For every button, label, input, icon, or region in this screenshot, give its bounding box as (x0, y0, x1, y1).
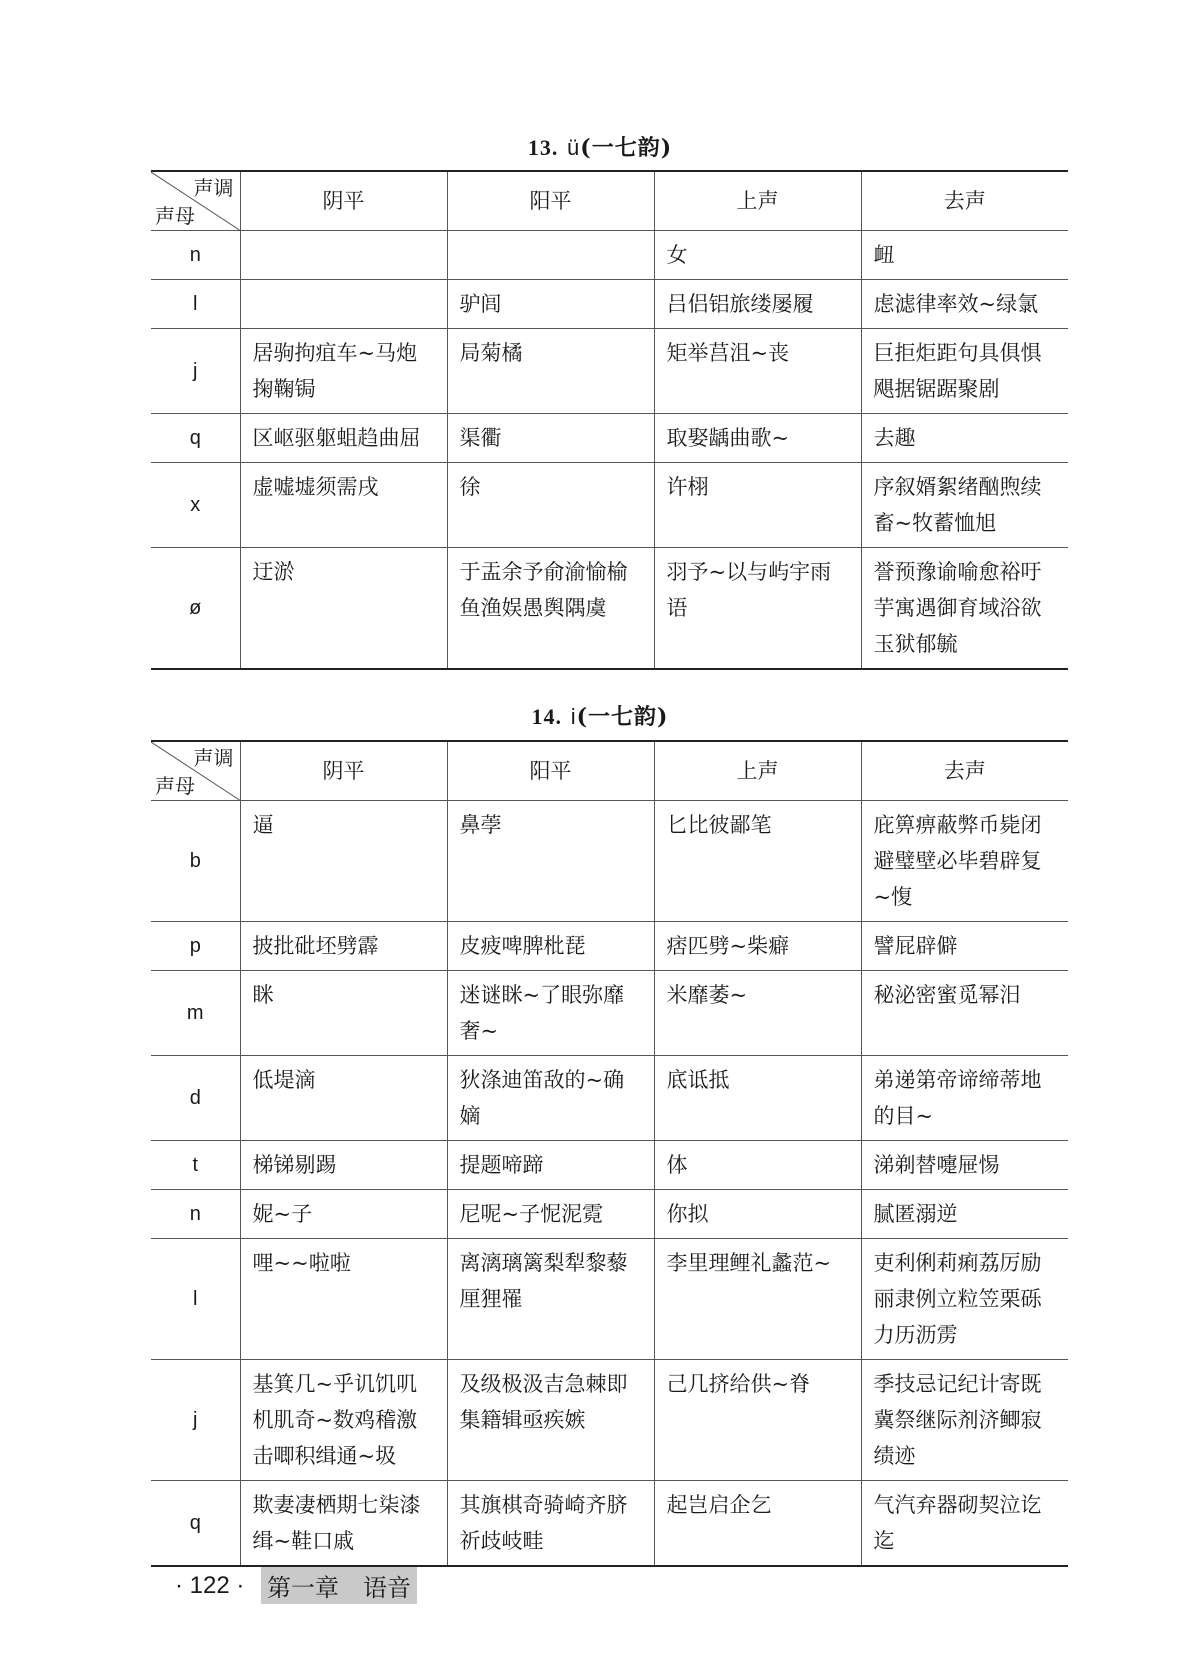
char-cell: 涕剃替嚏屉惕 (861, 1141, 1068, 1190)
char-cell: 哩~~啦啦 (240, 1239, 447, 1360)
initial-cell: m (151, 971, 240, 1056)
initial-cell: q (151, 1481, 240, 1567)
char-cell: 起岂启企乞 (654, 1481, 861, 1567)
char-cell: 于盂余予俞渝愉榆鱼渔娱愚舆隅虞 (447, 548, 654, 670)
column-header: 上声 (654, 741, 861, 801)
char-cell: 许栩 (654, 463, 861, 548)
table-row (151, 1141, 1068, 1190)
page-footer (175, 1567, 417, 1604)
initial-cell: b (151, 801, 240, 922)
initial-cell: ø (151, 548, 240, 670)
char-cell: 披批砒坯劈霹 (240, 922, 447, 971)
table-row (151, 463, 1068, 548)
caption-rhyme: (一七韵) (576, 704, 669, 730)
column-header: 去声 (861, 741, 1068, 801)
char-cell: 秘泌密蜜觅幂汨 (861, 971, 1068, 1056)
table-13-caption (0, 131, 1200, 162)
char-cell: 序叙婿絮绪酗煦续畜~牧蓄恤旭 (861, 463, 1068, 548)
char-cell: 底诋抵 (654, 1056, 861, 1141)
char-cell: 离漓璃篱梨犁黎藜厘狸罹 (447, 1239, 654, 1360)
corner-initial-label: 声母 (155, 774, 195, 798)
char-cell: 逼 (240, 801, 447, 922)
initial-cell: q (151, 414, 240, 463)
column-header: 阴平 (240, 741, 447, 801)
caption-number: 13. (527, 135, 559, 160)
table-row (151, 1056, 1068, 1141)
table-row (151, 1239, 1068, 1360)
char-cell: 提题啼蹄 (447, 1141, 654, 1190)
header-corner (151, 171, 240, 231)
char-cell: 基箕几~乎讥饥叽机肌奇~数鸡稽激击唧积缉通~圾 (240, 1360, 447, 1481)
column-header: 去声 (861, 171, 1068, 231)
initial-cell: n (151, 231, 240, 280)
char-cell: 米靡萎~ (654, 971, 861, 1056)
initial-cell: j (151, 329, 240, 414)
char-cell: 李里理鲤礼蠡范~ (654, 1239, 861, 1360)
table-row (151, 414, 1068, 463)
char-cell: 气汽弃器砌契泣讫迄 (861, 1481, 1068, 1567)
caption-rhyme: (一七韵) (580, 135, 673, 161)
char-cell: 渠衢 (447, 414, 654, 463)
char-cell: 驴闾 (447, 280, 654, 329)
char-cell: 皮疲啤脾枇琵 (447, 922, 654, 971)
page-number: · 122 · (175, 1571, 245, 1599)
char-cell: 迂淤 (240, 548, 447, 670)
char-cell (447, 231, 654, 280)
char-cell: 庇箅痹蔽弊币毙闭避璧壁必毕碧辟复~愎 (861, 801, 1068, 922)
char-cell: 取娶龋曲歌~ (654, 414, 861, 463)
chapter-label: 第一章 语音 (261, 1567, 417, 1604)
initial-cell: d (151, 1056, 240, 1141)
table-row (151, 801, 1068, 922)
char-cell: 誉预豫谕喻愈裕吁芋寓遇御育域浴欲玉狱郁毓 (861, 548, 1068, 670)
char-cell: 吕侣铝旅缕屡履 (654, 280, 861, 329)
char-cell: 己几挤给供~脊 (654, 1360, 861, 1481)
header-corner (151, 741, 240, 801)
table-row (151, 1190, 1068, 1239)
initial-cell: x (151, 463, 240, 548)
table-14-caption (0, 700, 1200, 731)
column-header: 阳平 (447, 171, 654, 231)
initial-cell: l (151, 280, 240, 329)
char-cell: 体 (654, 1141, 861, 1190)
char-cell: 及级极汲吉急棘即集籍辑亟疾嫉 (447, 1360, 654, 1481)
char-cell: 居驹拘疽车~马炮掬鞠锔 (240, 329, 447, 414)
table-row (151, 231, 1068, 280)
corner-tone-label: 声调 (193, 746, 234, 770)
char-cell: 去趣 (861, 414, 1068, 463)
column-header: 阴平 (240, 171, 447, 231)
char-cell: 鼻荸 (447, 801, 654, 922)
table-row (151, 329, 1068, 414)
table-14-i-rhyme (151, 740, 1068, 1567)
column-header: 上声 (654, 171, 861, 231)
char-cell: 其旗棋奇骑崎齐脐祈歧岐畦 (447, 1481, 654, 1567)
char-cell: 眯 (240, 971, 447, 1056)
table-13-u-rhyme (151, 170, 1068, 670)
char-cell: 羽予~以与屿宇雨语 (654, 548, 861, 670)
caption-vowel: ü (567, 135, 581, 160)
char-cell: 妮~子 (240, 1190, 447, 1239)
char-cell: 低堤滴 (240, 1056, 447, 1141)
char-cell: 矩举莒沮~丧 (654, 329, 861, 414)
initial-cell: t (151, 1141, 240, 1190)
initial-cell: n (151, 1190, 240, 1239)
char-cell: 巨拒炬距句具俱惧飓据锯踞聚剧 (861, 329, 1068, 414)
char-cell (240, 280, 447, 329)
char-cell: 匕比彼鄙笔 (654, 801, 861, 922)
char-cell: 衄 (861, 231, 1068, 280)
char-cell (240, 231, 447, 280)
table-row (151, 1481, 1068, 1567)
char-cell: 痞匹劈~柴癖 (654, 922, 861, 971)
char-cell: 你拟 (654, 1190, 861, 1239)
column-header: 阳平 (447, 741, 654, 801)
char-cell: 虑滤律率效~绿氯 (861, 280, 1068, 329)
char-cell: 狄涤迪笛敌的~确嫡 (447, 1056, 654, 1141)
table-row (151, 922, 1068, 971)
corner-initial-label: 声母 (155, 204, 195, 228)
char-cell: 梯锑剔踢 (240, 1141, 447, 1190)
caption-vowel: i (570, 704, 577, 729)
caption-number: 14. (531, 704, 563, 729)
table-row (151, 1360, 1068, 1481)
table-row (151, 548, 1068, 670)
initial-cell: p (151, 922, 240, 971)
char-cell: 区岖驱躯蛆趋曲屈 (240, 414, 447, 463)
table-row (151, 971, 1068, 1056)
char-cell: 女 (654, 231, 861, 280)
char-cell: 迷谜眯~了眼弥靡奢~ (447, 971, 654, 1056)
char-cell: 季技忌记纪计寄既冀祭继际剂济鲫寂绩迹 (861, 1360, 1068, 1481)
char-cell: 吏利俐莉痢荔厉励丽隶例立粒笠栗砾力历沥雳 (861, 1239, 1068, 1360)
char-cell: 虚嘘墟须需戌 (240, 463, 447, 548)
char-cell: 譬屁辟僻 (861, 922, 1068, 971)
char-cell: 徐 (447, 463, 654, 548)
char-cell: 弟递第帝谛缔蒂地的目~ (861, 1056, 1068, 1141)
initial-cell: j (151, 1360, 240, 1481)
char-cell: 尼呢~子怩泥霓 (447, 1190, 654, 1239)
char-cell: 欺妻凄栖期七柒漆缉~鞋口戚 (240, 1481, 447, 1567)
corner-tone-label: 声调 (193, 176, 234, 200)
table-row (151, 280, 1068, 329)
char-cell: 腻匿溺逆 (861, 1190, 1068, 1239)
initial-cell: l (151, 1239, 240, 1360)
char-cell: 局菊橘 (447, 329, 654, 414)
